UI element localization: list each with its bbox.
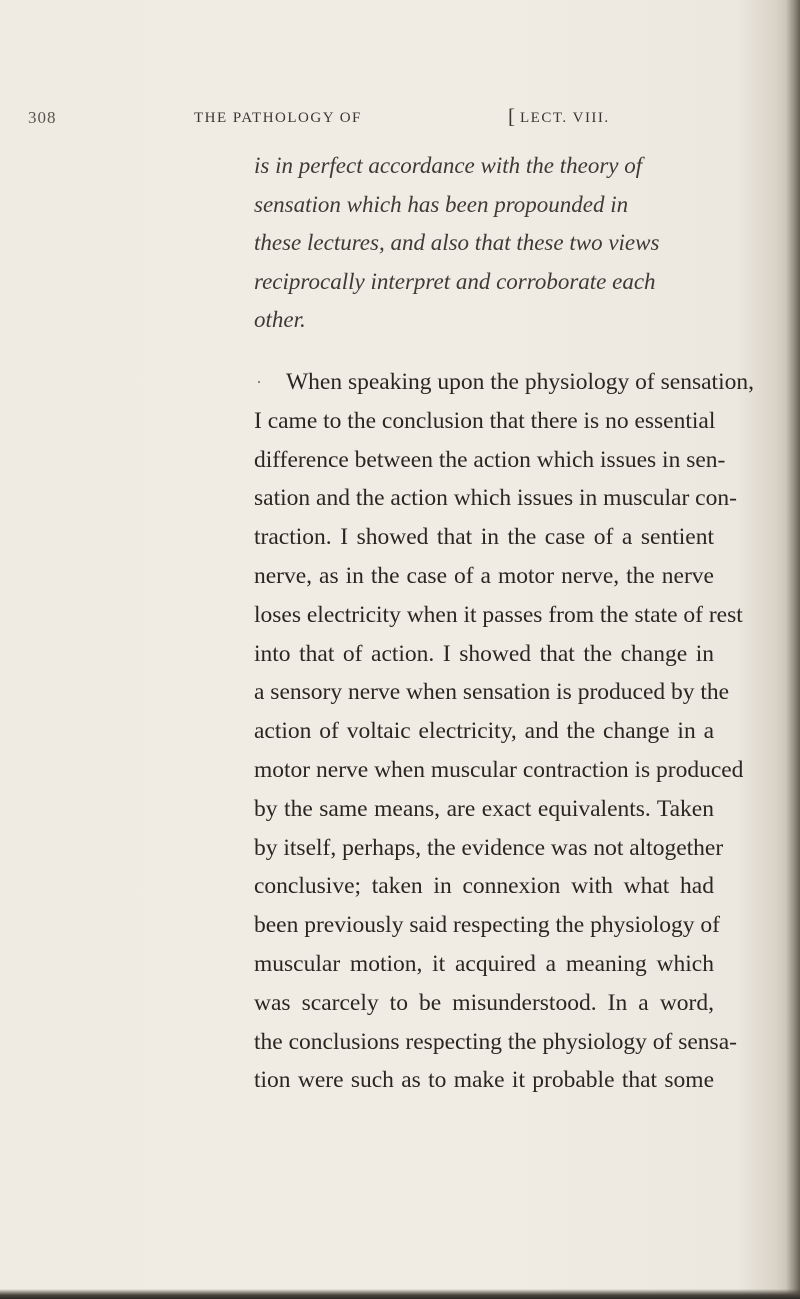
body-line: I came to the conclusion that there is no essential <box>254 407 716 434</box>
body-line: was scarcely to be misunderstood. In a word, <box>254 989 714 1016</box>
body-line: action of voltaic electricity, and the change in a <box>254 718 714 745</box>
body-line: loses electricity when it passes from the state of rest <box>254 601 743 628</box>
body-line: by itself, perhaps, the evidence was not altogether <box>254 834 724 861</box>
running-title: THE PATHOLOGY OF <box>194 110 362 126</box>
body-line: motor nerve when muscular contraction is produced <box>254 756 744 783</box>
body-line: traction. I showed that in the case of a sentient <box>254 524 714 551</box>
page-header <box>0 104 800 138</box>
section-bracket: [ <box>508 104 515 128</box>
body-line: nerve, as in the case of a motor nerve, the nerve <box>254 562 714 589</box>
body-line: muscular motion, it acquired a meaning which <box>254 950 714 977</box>
body-line: sation and the action which issues in muscular con- <box>254 485 737 512</box>
italic-line: these lectures, and also that these two views <box>254 230 660 255</box>
italic-line: reciprocally interpret and corroborate each <box>254 268 656 294</box>
page-bottom-edge <box>0 1289 800 1299</box>
body-line: tion were such as to make it probable that some <box>254 1067 714 1094</box>
body-paragraph <box>254 363 754 1100</box>
body-line: difference between the action which issues in sen- <box>254 446 726 473</box>
italic-line: is in perfect accordance with the theory of <box>254 153 643 178</box>
lecture-label: LECT. VIII. <box>520 110 610 126</box>
body-line: into that of action. I showed that the change in <box>254 640 714 667</box>
body-line: When speaking upon the physiology of sensation, <box>286 369 754 395</box>
body-line: a sensory nerve when sensation is produced by the <box>254 679 730 706</box>
page-number: 308 <box>28 108 57 127</box>
body-line: by the same means, are exact equivalents. Taken <box>254 795 714 822</box>
body-line: conclusive; taken in connexion with what had <box>254 873 714 900</box>
italic-line: sensation which has been propounded in <box>254 191 629 217</box>
italic-line: other. <box>254 307 306 332</box>
page-edge-shadow <box>786 0 800 1299</box>
italic-conclusion-paragraph <box>254 147 724 340</box>
body-line: been previously said respecting the physiology of <box>254 912 720 939</box>
body-line: the conclusions respecting the physiology of sensa- <box>254 1028 737 1055</box>
